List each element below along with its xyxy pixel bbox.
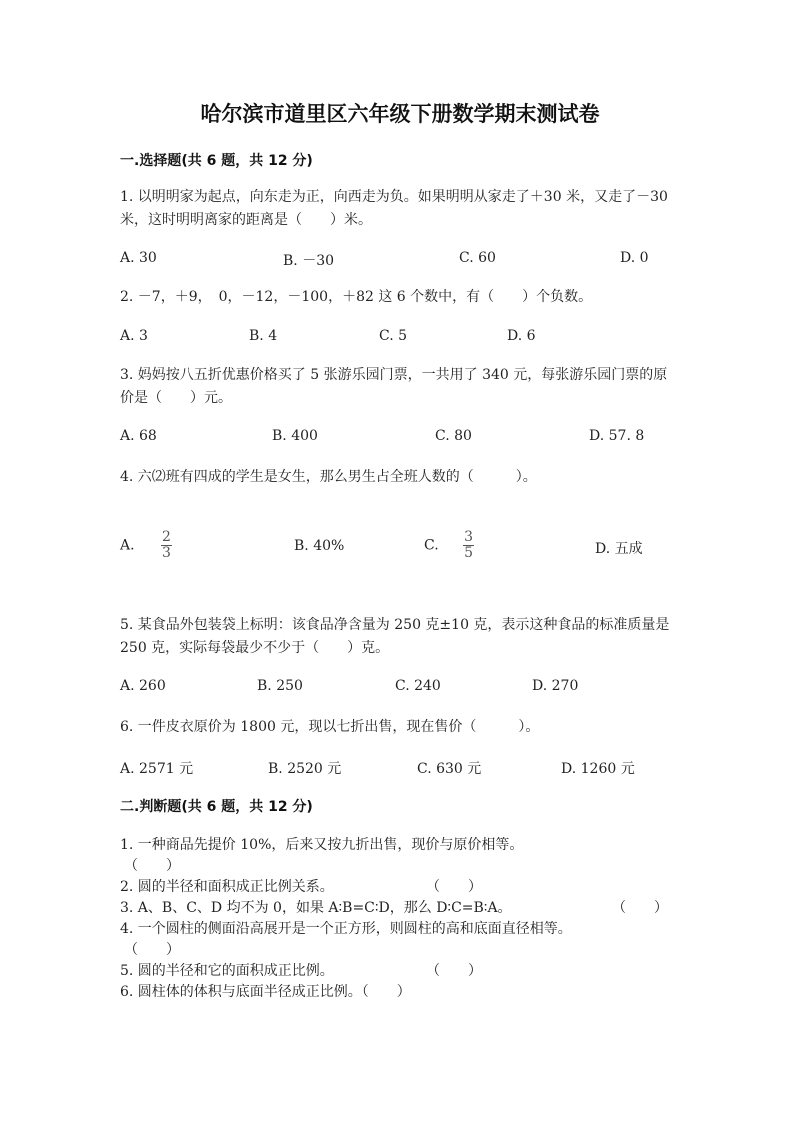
option-b: B. 40% <box>294 538 345 554</box>
page-title: 哈尔滨市道里区六年级下册数学期末测试卷 <box>200 102 600 126</box>
option-d: D. 1260 元 <box>561 761 635 777</box>
answer-blank: （ ） <box>124 858 180 874</box>
option-c: C. 630 元 <box>417 761 482 777</box>
option-b: B. 4 <box>249 328 278 344</box>
judgment-item-2: 2. 圆的半径和面积成正比例关系。 <box>120 879 334 895</box>
option-a: A. 3 <box>120 328 148 344</box>
fraction <box>161 530 172 561</box>
judgment-item-3: 3. A、B、C、D 均不为 0，如果 A∶B=C∶D，那么 D∶C=B∶A。 <box>120 900 512 916</box>
section-heading-judgment: 二.判断题(共 6 题，共 12 分) <box>120 799 313 815</box>
option-a: A. 68 <box>120 428 157 444</box>
option-c: C. 240 <box>395 678 441 694</box>
question-3: 3. 妈妈按八五折优惠价格买了 5 张游乐园门票，一共用了 340 元，每张游乐园门票的原价是（ ）元。 <box>120 367 668 406</box>
option-d: D. 0 <box>620 250 649 266</box>
answer-blank: （ ） <box>612 900 668 916</box>
judgment-item-4: 4. 一个圆柱的侧面沿高展开是一个正方形，则圆柱的高和底面直径相等。 <box>120 921 572 937</box>
option-c: C. 5 <box>379 328 408 344</box>
judgment-item-6: 6. 圆柱体的体积与底面半径成正比例。（ ） <box>120 984 411 1000</box>
question-4: 4. 六⑵班有四成的学生是女生，那么男生占全班人数的（ ）。 <box>120 469 537 485</box>
option-b: B. 2520 元 <box>268 761 342 777</box>
option-label: C. <box>424 537 439 554</box>
judgment-item-1: 1. 一种商品先提价 10%，后来又按九折出售，现价与原价相等。 <box>120 837 524 853</box>
option-d: D. 五成 <box>595 541 643 557</box>
section-heading-choice: 一.选择题(共 6 题，共 12 分) <box>120 153 313 169</box>
option-d: D. 6 <box>507 328 536 344</box>
option-label: A. <box>120 537 135 554</box>
option-c: C. 60 <box>459 250 496 266</box>
fraction-denominator: 5 <box>464 545 474 561</box>
question-2: 2. －7，＋9， 0，－12，－100，＋82 这 6 个数中，有（ ）个负数。 <box>120 289 593 305</box>
answer-blank: （ ） <box>426 963 482 979</box>
option-c: C. 80 <box>435 428 472 444</box>
question-6: 6. 一件皮衣原价为 1800 元，现以七折出售，现在售价（ ）。 <box>120 719 540 735</box>
answer-blank: （ ） <box>124 942 180 958</box>
fraction-denominator: 3 <box>162 545 171 561</box>
fraction <box>463 530 474 561</box>
option-b: B. 250 <box>257 678 303 694</box>
option-d: D. 270 <box>532 678 579 694</box>
option-a: A. 30 <box>120 250 157 266</box>
option-c <box>424 530 474 561</box>
question-1: 1. 以明明家为起点，向东走为正，向西走为负。如果明明从家走了＋30 米，又走了－30 米，这时明明离家的距离是（ ）米。 <box>120 189 668 228</box>
option-a: A. 2571 元 <box>120 761 194 777</box>
question-5: 5. 某食品外包装袋上标明：该食品净含量为 250 克±10 克，表示这种食品的标准质量是 250 克，实际每袋最少不少于（ ）克。 <box>120 617 670 656</box>
fraction-numerator: 2 <box>162 529 171 545</box>
option-a: A. 260 <box>120 678 166 694</box>
option-a <box>120 530 172 561</box>
option-d: D. 57. 8 <box>589 428 645 444</box>
fraction-numerator: 3 <box>464 529 474 545</box>
option-b: B. 400 <box>272 428 318 444</box>
answer-blank: （ ） <box>426 879 482 895</box>
option-b: B. －30 <box>283 253 335 269</box>
judgment-item-5: 5. 圆的半径和它的面积成正比例。 <box>120 963 334 979</box>
